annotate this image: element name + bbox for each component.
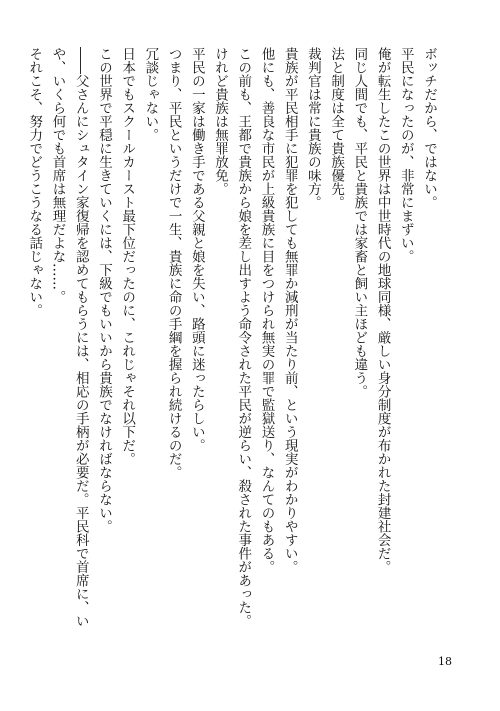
page-number: 18 [438, 655, 452, 668]
text-line: 他にも、善良な市民が上級貴族に目をつけられ無実の罪で監獄送り、なんてのもある。 [258, 47, 275, 574]
text-line: 法と制度は全て貴族優先。 [328, 47, 345, 209]
text-line: 俺が転生したこの世界は中世時代の地球同様、厳しい身分制度が布かれた封建社会だ。 [374, 47, 391, 574]
text-line: 日本でもスクールカースト最下位だったのに、これじゃそれ以下だ。 [119, 47, 136, 466]
vertical-text-body [26, 47, 440, 647]
text-line: この前も、王都で貴族から娘を差し出すよう命令された平民が逆らい、殺された事件があった。 [235, 47, 252, 628]
text-line: 貴族が平民相手に犯罪を犯しても無罪か減刑が当たり前、という現実がわかりやすい。 [281, 47, 298, 574]
text-line: ボッチだから、ではない。 [421, 47, 437, 209]
text-line: この世界で平穏に生きていくには、下級でもいいから貴族でなければならない。 [95, 47, 112, 533]
text-line: けれど貴族は無罪放免。 [212, 47, 229, 196]
text-line: 冗談じゃない。 [142, 47, 159, 142]
text-line: つまり、平民というだけで一生、貴族に命の手綱を握られ続けるのだ。 [165, 47, 182, 479]
text-line: 同じ人間でも、平民と貴族では家畜と飼い主ほども違う。 [351, 47, 368, 398]
text-line: や、いくら何でも首席は無理だよな……。 [49, 47, 66, 304]
text-line: 裁判官は常に貴族の味方。 [304, 47, 321, 209]
text-line: 平民になったのが、非常にまずい。 [397, 47, 414, 263]
text-line: ――父さんにシュタイン家復帰を認めてもらうには、相応の手柄が必要だ。平民科で首席に、い [72, 47, 89, 628]
text-line: 平民の一家は働き手である父親と娘を失い、路頭に迷ったらしい。 [188, 47, 205, 452]
text-line: それこそ、努力でどうこうなる話じゃない。 [26, 47, 43, 317]
